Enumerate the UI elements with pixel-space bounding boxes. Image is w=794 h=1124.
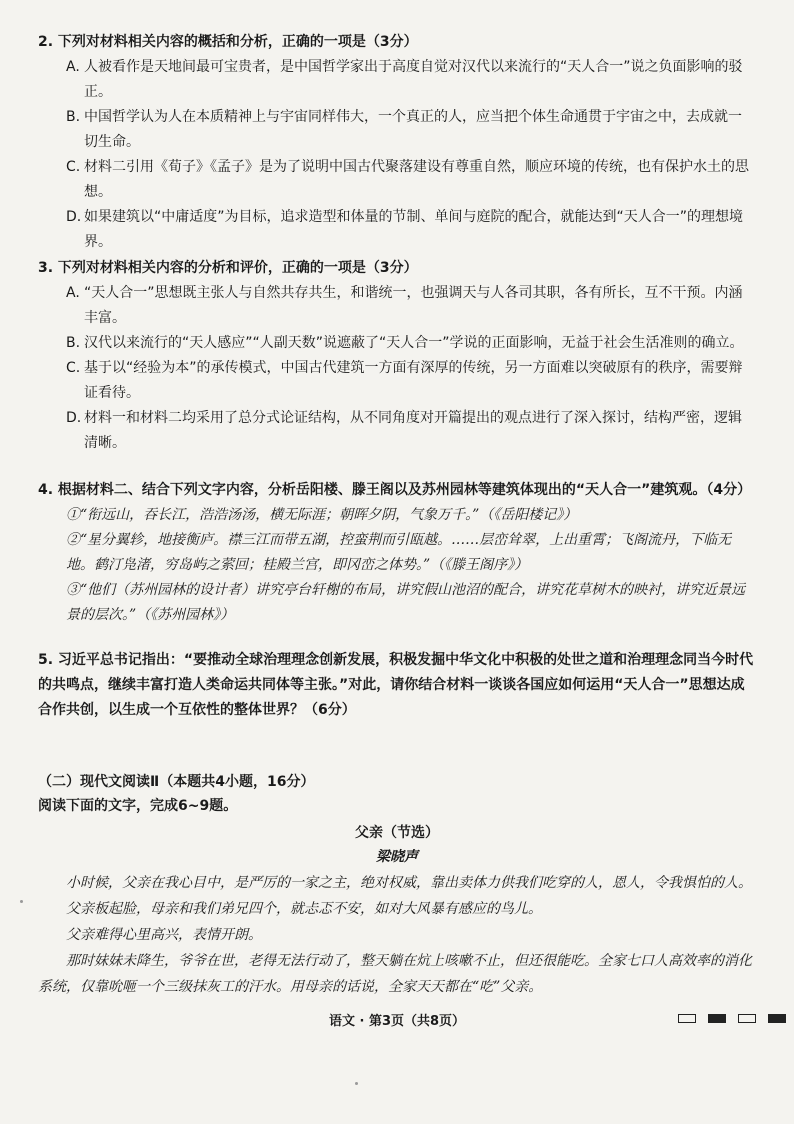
option-label: B. [66, 335, 81, 351]
option-text: 中国哲学认为人在本质精神上与宇宙同样伟大，一个真正的人，应当把个体生命通贯于宇宙之中，去成就一切生命。 [84, 109, 742, 150]
option-text: 如果建筑以“中庸适度”为目标，追求造型和体量的节制、单间与庭院的配合，就能达到“天人合一”的理想境界。 [84, 209, 744, 250]
article-title: 父亲（节选） [355, 825, 439, 841]
option-label: A. [66, 285, 80, 301]
option-text: 汉代以来流行的“天人感应”“人副天数”说遮蔽了“天人合一”学说的正面影响，无益于社会生活准则的确立。 [84, 335, 744, 351]
option-text: 材料二引用《荀子》《孟子》是为了说明中国古代聚落建设有尊重自然，顺应环境的传统，也有保护水土的思想。 [84, 159, 749, 200]
question-3-option-d [38, 406, 754, 456]
question-3 [38, 256, 754, 456]
question-3-option-c [38, 356, 754, 406]
scan-speck [20, 900, 23, 903]
question-4-quote-3: ③“他们（苏州园林的设计者）讲究亭台轩榭的布局，讲究假山池沼的配合，讲究花草树木的映衬，讲究近景远景的层次。”（《苏州园林》） [66, 582, 746, 623]
question-2 [38, 30, 754, 255]
question-5-stem: 5. 习近平总书记指出：“要推动全球治理理念创新发展，积极发掘中华文化中积极的处世之道和治理理念同当今时代的共鸣点，继续丰富打造人类命运共同体等主张。”对此，请你结合材料一谈谈各国应如何运用“天人合一”思想达成合作共创，以生成一个互依性的整体世界？（6分） [38, 652, 754, 718]
question-3-stem: 3. 下列对材料相关内容的分析和评价，正确的一项是（3分） [38, 260, 418, 276]
filled-mark-icon [768, 1014, 786, 1023]
question-2-option-a [38, 55, 754, 105]
article-paragraph-4: 那时妹妹未降生，爷爷在世，老得无法行动了，整天躺在炕上咳嗽不止，但还很能吃。全家七口人高效率的消化系统，仅靠吮咂一个三级抹灰工的汗水。用母亲的话说，全家天天都在“吃”父亲。 [38, 953, 752, 995]
article-paragraph-1: 小时候，父亲在我心目中，是严厉的一家之主，绝对权威，靠出卖体力供我们吃穿的人，恩人，令我惧怕的人。 [66, 875, 752, 891]
registration-marks [678, 1014, 786, 1023]
article-body [38, 870, 754, 1000]
option-label: D. [66, 410, 82, 426]
article-author: 梁晓声 [376, 849, 418, 865]
question-2-stem: 2. 下列对材料相关内容的概括和分析，正确的一项是（3分） [38, 34, 418, 50]
question-2-option-d [38, 205, 754, 255]
option-text: 基于以“经验为本”的承传模式，中国古代建筑一方面有深厚的传统，另一方面难以突破原有的秩序，需要辩证看待。 [84, 360, 743, 401]
scan-speck [355, 1082, 358, 1085]
question-3-option-a [38, 281, 754, 331]
question-3-option-b [38, 331, 754, 356]
question-5 [38, 648, 754, 723]
question-4-quote-2: ②“星分翼轸，地接衡庐。襟三江而带五湖，控蛮荆而引瓯越。……层峦耸翠，上出重霄；飞阁流丹，下临无地。鹤汀凫渚，穷岛屿之萦回；桂殿兰宫，即冈峦之体势。”（《滕王阁序》） [66, 532, 732, 573]
option-text: 材料一和材料二均采用了总分式论证结构，从不同角度对开篇提出的观点进行了深入探讨，结构严密，逻辑清晰。 [84, 410, 742, 451]
filled-mark-icon [708, 1014, 726, 1023]
option-label: B. [66, 109, 81, 125]
section-2-instruction: 阅读下面的文字，完成6~9题。 [38, 798, 238, 814]
question-4-quote-1: ①“衔远山，吞长江，浩浩汤汤，横无际涯；朝晖夕阴，气象万千。”（《岳阳楼记》） [66, 507, 578, 523]
page-footer: 语文 · 第3页（共8页） [328, 1014, 466, 1029]
section-2-title: （二）现代文阅读Ⅱ（本题共4小题，16分） [38, 774, 315, 790]
question-2-option-c [38, 155, 754, 205]
question-4 [38, 478, 754, 628]
hollow-mark-icon [678, 1014, 696, 1023]
option-label: D. [66, 209, 82, 225]
question-2-option-b [38, 105, 754, 155]
article-paragraph-3: 父亲难得心里高兴，表情开朗。 [66, 927, 262, 943]
option-label: C. [66, 360, 81, 376]
hollow-mark-icon [738, 1014, 756, 1023]
option-label: C. [66, 159, 81, 175]
article-paragraph-2: 父亲板起脸，母亲和我们弟兄四个，就忐忑不安，如对大风暴有感应的鸟儿。 [66, 901, 542, 917]
question-4-stem: 4. 根据材料二、结合下列文字内容，分析岳阳楼、滕王阁以及苏州园林等建筑体现出的“天人合一”建筑观。（4分） [38, 482, 752, 498]
option-label: A. [66, 59, 80, 75]
option-text: 人被看作是天地间最可宝贵者，是中国哲学家出于高度自觉对汉代以来流行的“天人合一”说之负面影响的驳正。 [84, 59, 743, 100]
option-text: “天人合一”思想既主张人与自然共存共生，和谐统一，也强调天与人各司其职，各有所长，互不干预。内涵丰富。 [84, 285, 743, 326]
